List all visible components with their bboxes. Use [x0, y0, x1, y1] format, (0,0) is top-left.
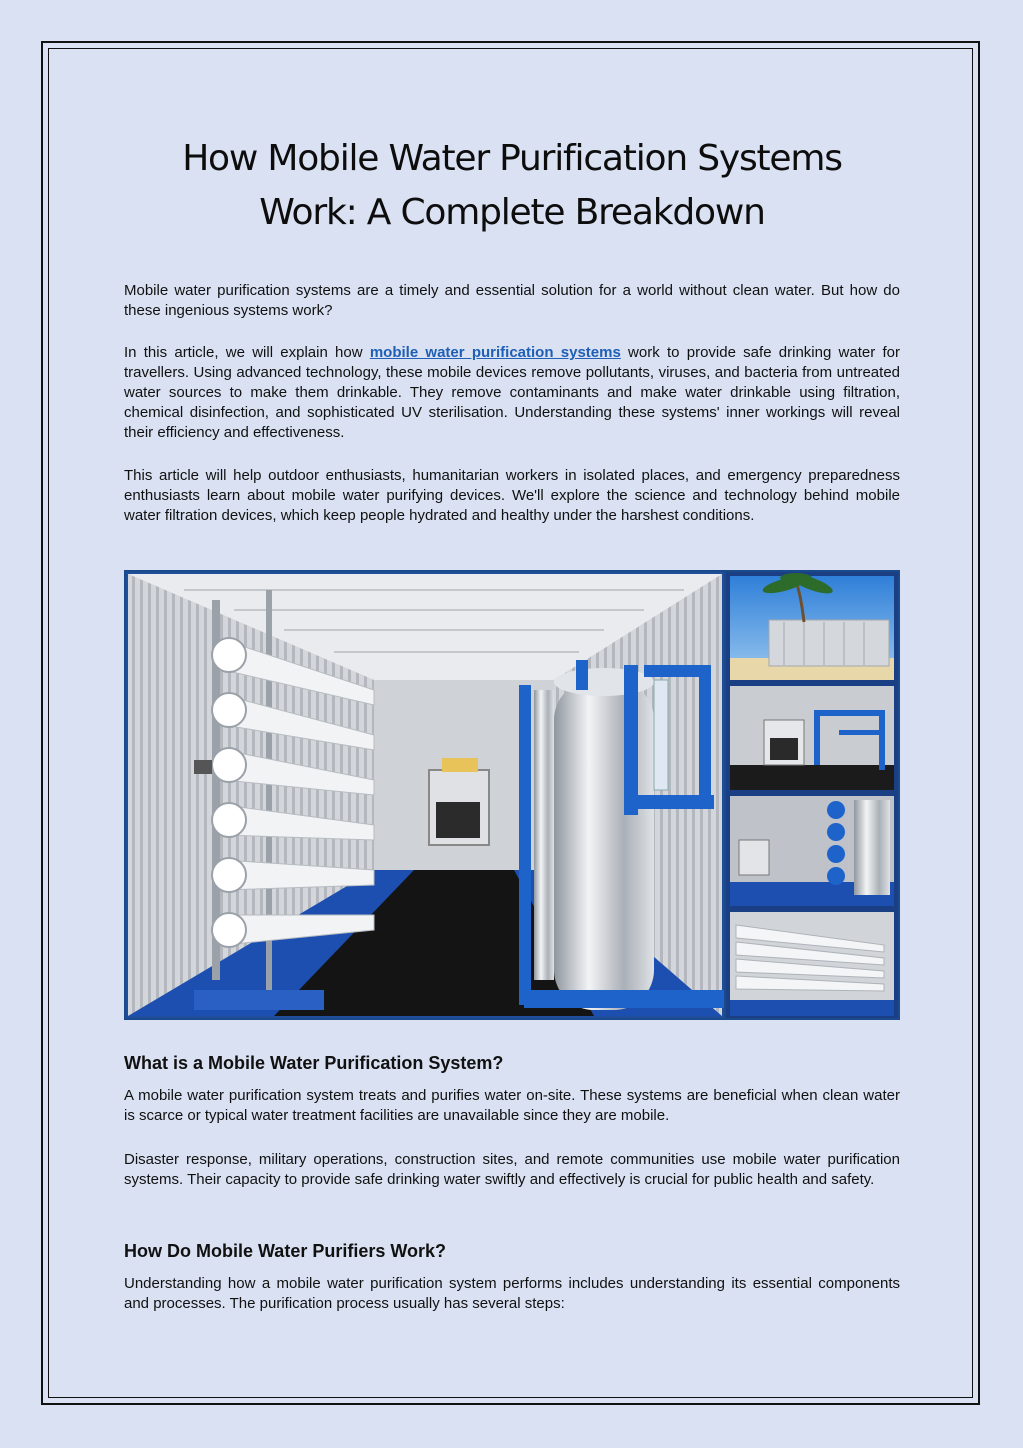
how-paragraph: Understanding how a mobile water purification system performs includes understanding its essential components and processes. The purification process usually has several steps:: [124, 1275, 900, 1312]
heading-how-work: How Do Mobile Water Purifiers Work?: [124, 1241, 447, 1261]
paragraph-2-text-after: work to provide safe drinking water for travellers. Using advanced technology, these mobile devices remove pollutants, viruses, and bacteria from untreated water sources to make them drinkable. They remove contaminants and make water drinkable using filtration, chemical disinfection, and sophisticated UV sterilisation. Understanding these systems' inner workings will reveal their efficiency and effectiveness.: [124, 344, 900, 441]
heading-what-is: What is a Mobile Water Purification System?: [124, 1053, 504, 1073]
what-paragraph-1: A mobile water purification system treats and purifies water on-site. These systems are beneficial when clean water is scarce or typical water treatment facilities are unavailable since they are mobile.: [124, 1087, 900, 1124]
article-paragraph-3: This article will help outdoor enthusiasts, humanitarian workers in isolated places, and emergency preparedness enthusiasts learn about mobile water purifying devices. We'll explore the science and technology behind mobile water filtration devices, which keep people hydrated and healthy under the harshest conditions.: [124, 467, 900, 524]
title-line-2: Work: A Complete Breakdown: [259, 192, 765, 233]
paragraph-2-text-before: In this article, we will explain how: [124, 344, 370, 361]
article-title: [124, 132, 900, 240]
purification-container-photo: [124, 570, 900, 1020]
what-paragraph-2: Disaster response, military operations, construction sites, and remote communities use mobile water purification systems. Their capacity to provide safe drinking water swiftly and effectively is crucial for public health and safety.: [124, 1151, 900, 1188]
article-paragraph-2: [124, 343, 900, 443]
mobile-water-purification-link[interactable]: mobile water purification systems: [369, 344, 621, 361]
title-line-1: How Mobile Water Purification Systems: [182, 138, 842, 179]
intro-paragraph: Mobile water purification systems are a timely and essential solution for a world without clean water. But how do these ingenious systems work?: [124, 282, 900, 319]
